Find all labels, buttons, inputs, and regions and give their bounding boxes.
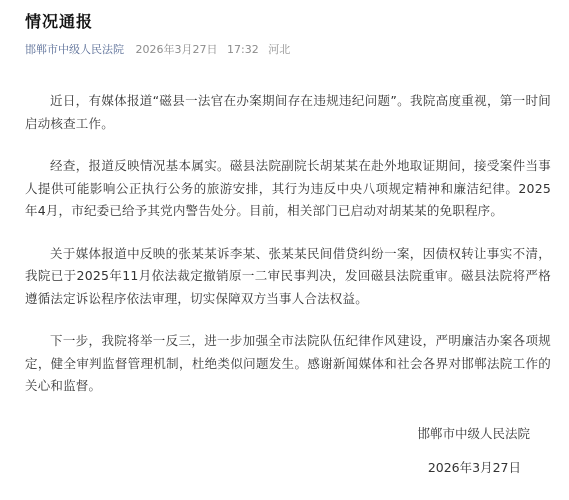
signature-org: 邯郸市中级人民法院 [417,426,530,441]
publish-time: 17:32 [227,43,259,56]
paragraph-1: 近日，有媒体报道“磁县一法官在办案期间存在违规违纪问题”。我院高度重视，第一时间启动核查工作。 [25,93,551,131]
article-meta [25,41,290,57]
publish-location: 河北 [268,43,291,56]
article-body [25,90,551,418]
paragraph-2: 经查，报道反映情况基本属实。磁县法院副院长胡某某在赴外地取证期间，接受案件当事人提供可能影响公正执行公务的旅游安排，其行为违反中央八项规定精神和廉洁纪律。2025年4月，市纪委已给予其党内警告处分。目前，相关部门已启动对胡某某的免职程序。 [25,158,551,218]
publish-date: 2026年3月27日 [135,43,218,56]
account-name-link[interactable]: 邯郸市中级人民法院 [25,43,124,56]
paragraph-4: 下一步，我院将举一反三，进一步加强全市法院队伍纪律作风建设，严明廉洁办案各项规定，健全审判监督管理机制，杜绝类似问题发生。感谢新闻媒体和社会各界对邯郸法院工作的关心和监督。 [25,333,551,393]
article-title: 情况通报 [25,12,94,31]
paragraph-3: 关于媒体报道中反映的张某某诉李某、张某某民间借贷纠纷一案，因债权转让事实不清，我院已于2025年11月依法裁定撤销原一二审民事判决，发回磁县法院重审。磁县法院将严格遵循法定诉讼程序依法审理，切实保障双方当事人合法权益。 [25,245,551,306]
signature-date: 2026年3月27日 [427,460,521,475]
